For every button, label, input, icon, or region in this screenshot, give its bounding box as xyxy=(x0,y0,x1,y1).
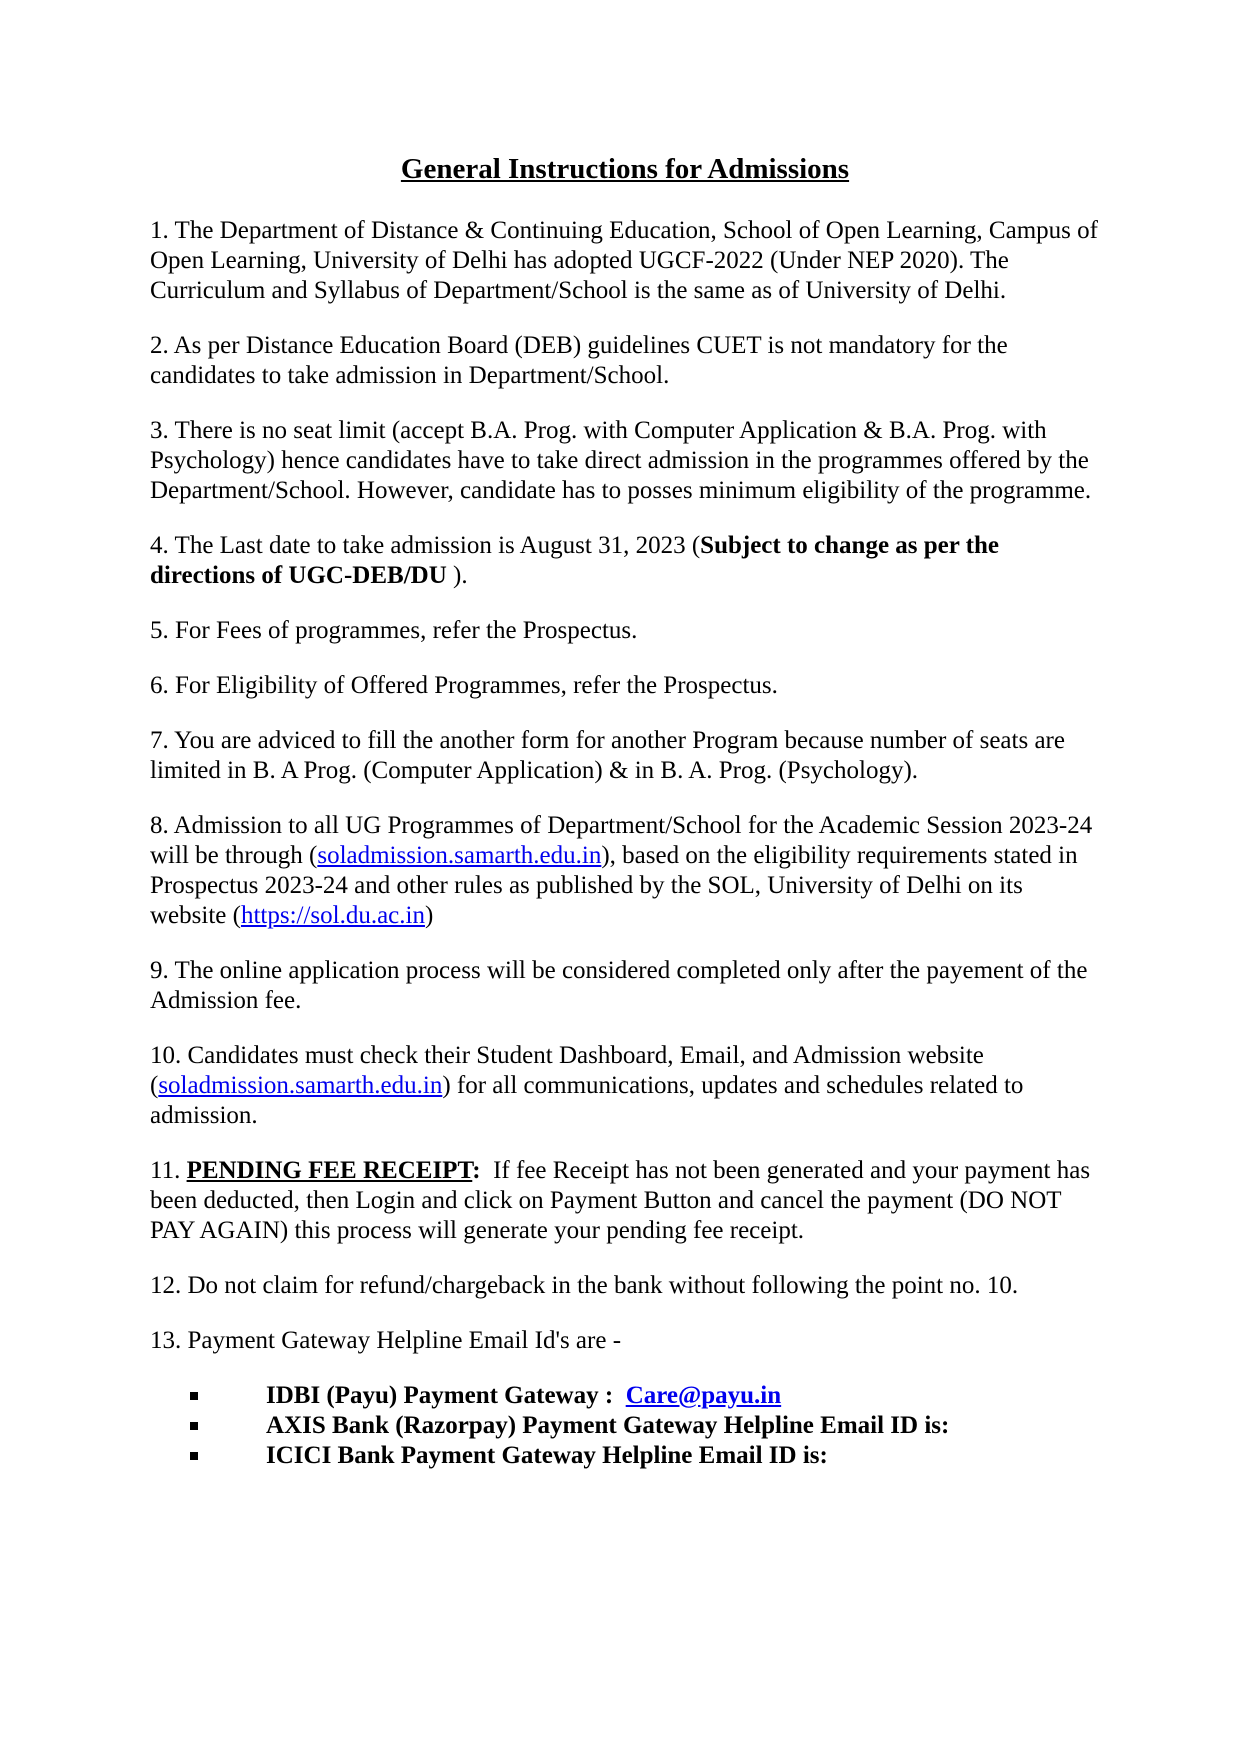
paragraph xyxy=(150,1271,1100,1301)
square-bullet-icon xyxy=(190,1452,198,1460)
text-run: 9. The online application process will be considered completed only after the payement of the Admission fee. xyxy=(150,957,1093,1014)
paragraph xyxy=(150,531,1100,591)
text-run: If fee Receipt has not been generated and your payment has been deducted, then Login and click on Payment Button and cancel the payment (DO NOT PAY AGAIN) this process will generate your pending fee receipt. xyxy=(150,1157,1097,1244)
paragraph xyxy=(150,616,1100,646)
link[interactable]: soladmission.samarth.edu.in xyxy=(158,1072,443,1099)
paragraph xyxy=(150,1156,1100,1246)
page-title: General Instructions for Admissions xyxy=(400,153,850,185)
text-run: 5. For Fees of programmes, refer the Prospectus. xyxy=(150,617,638,644)
paragraph xyxy=(150,956,1100,1016)
text-run: 13. Payment Gateway Helpline Email Id's are - xyxy=(150,1327,622,1354)
bullet-item xyxy=(150,1441,1100,1471)
paragraph xyxy=(150,671,1100,701)
bullet-text xyxy=(266,1442,828,1469)
text-run: ICICI Bank Payment Gateway Helpline Email ID is: xyxy=(266,1442,828,1469)
text-run: 2. As per Distance Education Board (DEB) guidelines CUET is not mandatory for the candidates to take admission in Department/School. xyxy=(150,332,1014,389)
text-run: ). xyxy=(446,562,468,589)
paragraph xyxy=(150,331,1100,391)
bullet-item xyxy=(150,1411,1100,1441)
paragraph xyxy=(150,1041,1100,1131)
text-run: 4. The Last date to take admission is August 31, 2023 ( xyxy=(150,532,701,559)
text-run: Subject to change as per the directions of UGC-DEB/DU xyxy=(150,532,1006,589)
paragraph xyxy=(150,1326,1100,1356)
text-run: 6. For Eligibility of Offered Programmes, refer the Prospectus. xyxy=(150,672,778,699)
text-run: : xyxy=(472,1157,481,1184)
paragraph xyxy=(150,216,1105,306)
link[interactable]: https://sol.du.ac.in xyxy=(240,902,425,929)
text-run: ) xyxy=(424,902,434,929)
bullet-list xyxy=(150,1381,1100,1471)
text-run: 7. You are adviced to fill the another form for another Program because number of seats are limited in B. A Prog. (Computer Application) & in B. A. Prog. (Psychology). xyxy=(150,727,1072,784)
link[interactable]: Care@payu.in xyxy=(625,1382,782,1409)
bullet-text xyxy=(266,1382,781,1409)
paragraphs xyxy=(150,216,1105,1356)
square-bullet-icon xyxy=(190,1392,198,1400)
text-run: 11. xyxy=(150,1157,187,1184)
square-bullet-icon xyxy=(190,1422,198,1430)
bullet-item xyxy=(150,1381,1100,1411)
paragraph xyxy=(150,416,1100,506)
paragraph xyxy=(150,811,1100,931)
text-run: AXIS Bank (Razorpay) Payment Gateway Helpline Email ID is: xyxy=(266,1412,950,1439)
bullet-text xyxy=(266,1412,949,1439)
link[interactable]: soladmission.samarth.edu.in xyxy=(317,842,602,869)
paragraph xyxy=(150,726,1100,786)
text-run: 10. Candidates must check their Student Dashboard, Email, and Admission website ( xyxy=(150,1042,991,1099)
text-run: ) for all communications, updates and schedules related to admission. xyxy=(150,1072,1030,1129)
text-run: ), based on the eligibility requirements stated in Prospectus 2023-24 and other rules as published by the SOL, University of Delhi on its website ( xyxy=(150,842,1084,929)
text-run: 1. The Department of Distance & Continuing Education, School of Open Learning, Campus of Open Learning, University of Delhi has adopted UGCF-2022 (Under NEP 2020). The Curriculum and Syllabus of Department/School is the same as of University of Delhi. xyxy=(150,217,1105,304)
text-run: IDBI (Payu) Payment Gateway : xyxy=(266,1382,626,1409)
text-run: 8. Admission to all UG Programmes of Department/School for the Academic Session 2023-24 will be through ( xyxy=(150,812,1099,869)
text-run: PENDING FEE RECEIPT xyxy=(186,1157,473,1184)
text-run: 12. Do not claim for refund/chargeback in the bank without following the point no. 10. xyxy=(150,1272,1019,1299)
text-run: 3. There is no seat limit (accept B.A. Prog. with Computer Application & B.A. Prog. with Psychology) hence candidates have to take direct admission in the programmes offered by the Department/School. However, candidate has to posses minimum eligibility of the programme. xyxy=(150,417,1096,504)
